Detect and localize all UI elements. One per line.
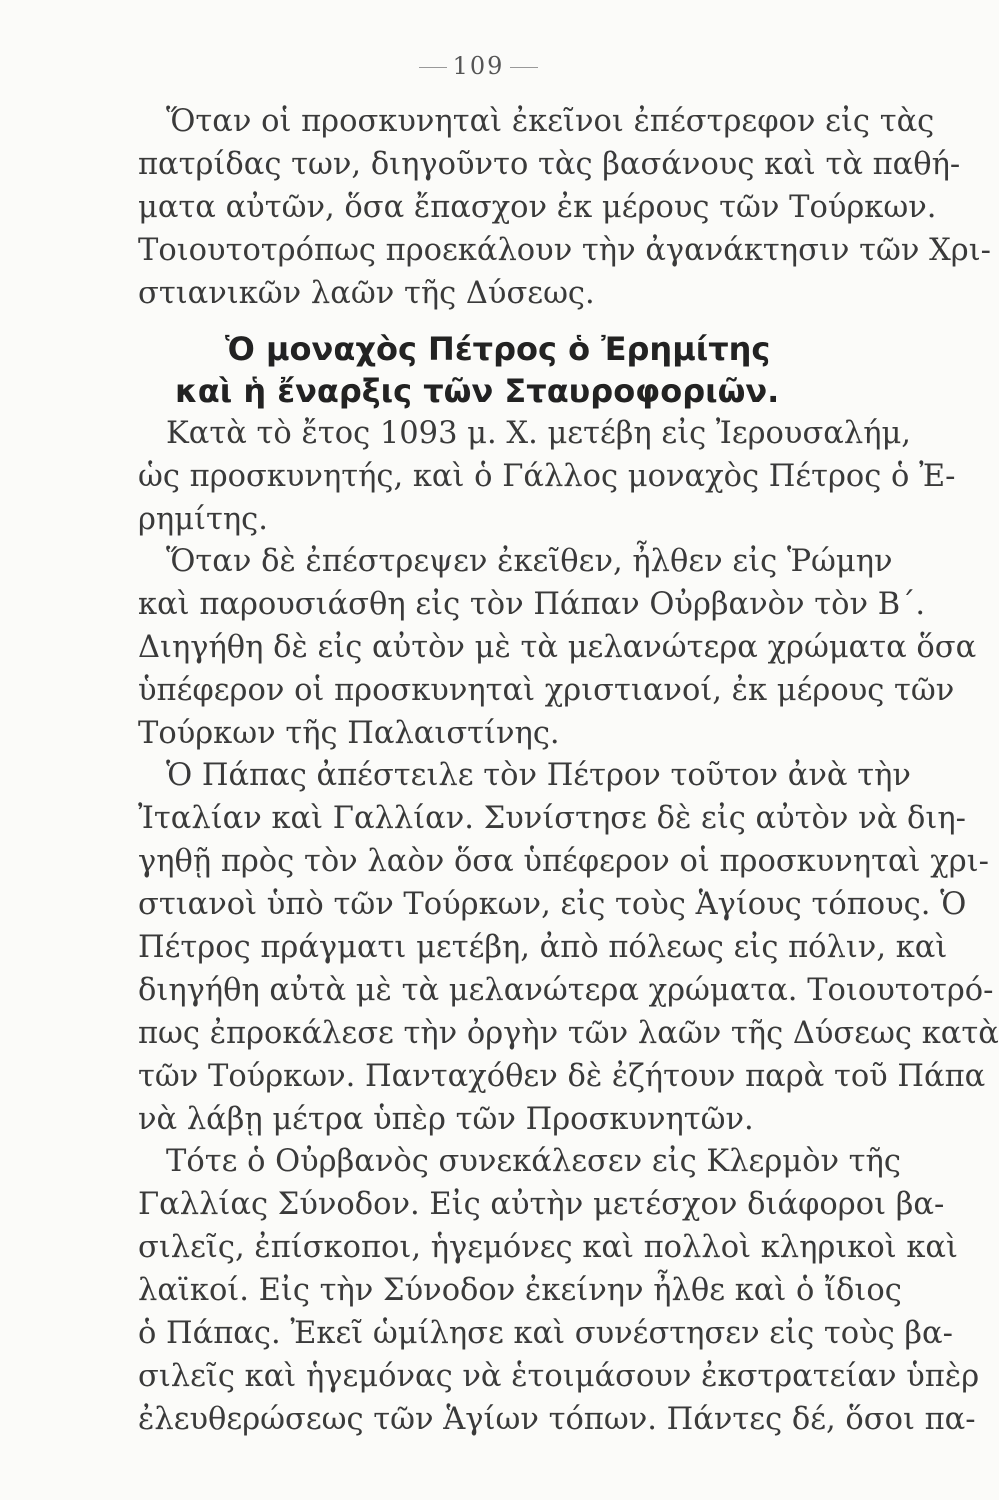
text-line: ὡς προσκυνητής, καὶ ὁ Γάλλος μοναχὸς Πέτρος ὁ Ἐ- [138,459,956,494]
text-line: Τοιουτοτρόπως προεκάλουν τὴν ἀγανάκτησιν τῶν Χρι- [138,233,991,268]
text-line: τῶν Τούρκων. Πανταχόθεν δὲ ἐζήτουν παρὰ τοῦ Πάπα [138,1059,986,1094]
paragraph-5 [138,1140,980,1441]
text-line: ματα αὐτῶν, ὅσα ἔπασχον ἐκ μέρους τῶν Τούρκων. [138,190,937,225]
text-line: στιανικῶν λαῶν τῆς Δύσεως. [138,276,595,311]
heading-line: Ὁ μοναχὸς Πέτρος ὁ Ἐρημίτης [225,330,771,368]
text-line: Πέτρος πράγματι μετέβη, ἀπὸ πόλεως εἰς πόλιν, καὶ [138,930,948,965]
paragraph-3 [138,540,977,755]
dash-left [419,67,447,68]
text-line: Ὅταν οἱ προσκυνηταὶ ἐκεῖνοι ἐπέστρεφον εἰς τὰς [166,104,935,139]
text-line: πατρίδας των, διηγοῦντο τὰς βασάνους καὶ τὰ παθή- [138,147,961,182]
paragraph-2 [138,412,956,541]
dash-right [510,67,538,68]
text-line: Τούρκων τῆς Παλαιστίνης. [138,716,560,751]
text-line: καὶ παρουσιάσθη εἰς τὸν Πάπαν Οὐρβανὸν τὸν Β΄. [138,587,926,622]
text-line: νὰ λάβῃ μέτρα ὑπὲρ τῶν Προσκυνητῶν. [138,1102,754,1137]
paragraph-4 [138,754,999,1141]
text-line: ὑπέφερον οἱ προσκυνηταὶ χριστιανοί, ἐκ μέρους τῶν [138,673,955,708]
text-line: διηγήθη αὐτὰ μὲ τὰ μελανώτερα χρώματα. Τοιουτοτρό- [138,973,994,1008]
text-line: Ὁ Πάπας ἀπέστειλε τὸν Πέτρον τοῦτον ἀνὰ τὴν [166,758,911,793]
text-line: στιανοὶ ὑπὸ τῶν Τούρκων, εἰς τοὺς Ἁγίους τόπους. Ὁ [138,887,967,922]
heading-line: καὶ ἡ ἔναρξις τῶν Σταυροφοριῶν. [175,372,780,410]
text-line: Γαλλίας Σύνοδον. Εἰς αὐτὴν μετέσχον διάφοροι βα- [138,1187,945,1222]
text-line: Τότε ὁ Οὐρβανὸς συνεκάλεσεν εἰς Κλερμὸν τῆς [166,1144,901,1179]
paragraph-1 [138,100,991,315]
page-number [0,52,957,80]
text-line: σιλεῖς καὶ ἡγεμόνας νὰ ἑτοιμάσουν ἐκστρατείαν ὑπὲρ [138,1359,980,1394]
text-line: λαϊκοί. Εἰς τὴν Σύνοδον ἐκείνην ἦλθε καὶ ὁ ἴδιος [138,1273,902,1308]
page-number-text: 109 [452,52,505,80]
text-line: Διηγήθη δὲ εἰς αὐτὸν μὲ τὰ μελανώτερα χρώματα ὅσα [138,630,977,665]
text-line: ἐλευθερώσεως τῶν Ἁγίων τόπων. Πάντες δέ, ὅσοι πα- [138,1402,976,1437]
text-line: ρημίτης. [138,502,268,537]
section-heading [175,328,815,412]
text-line: πως ἐπροκάλεσε τὴν ὀργὴν τῶν λαῶν τῆς Δύσεως κατὰ [138,1016,999,1051]
text-line: γηθῇ πρὸς τὸν λαὸν ὅσα ὑπέφερον οἱ προσκυνηταὶ χρι- [138,844,989,879]
text-line: ὁ Πάπας. Ἐκεῖ ὡμίλησε καὶ συνέστησεν εἰς τοὺς βα- [138,1316,953,1351]
text-line: Κατὰ τὸ ἔτος 1093 μ. Χ. μετέβη εἰς Ἰερουσαλήμ, [166,416,911,451]
text-line: σιλεῖς, ἐπίσκοποι, ἡγεμόνες καὶ πολλοὶ κληρικοὶ καὶ [138,1230,958,1265]
text-line: Ἰταλίαν καὶ Γαλλίαν. Συνίστησε δὲ εἰς αὐτὸν νὰ διη- [138,801,966,836]
text-line: Ὅταν δὲ ἐπέστρεψεν ἐκεῖθεν, ἦλθεν εἰς Ῥώμην [166,544,893,579]
